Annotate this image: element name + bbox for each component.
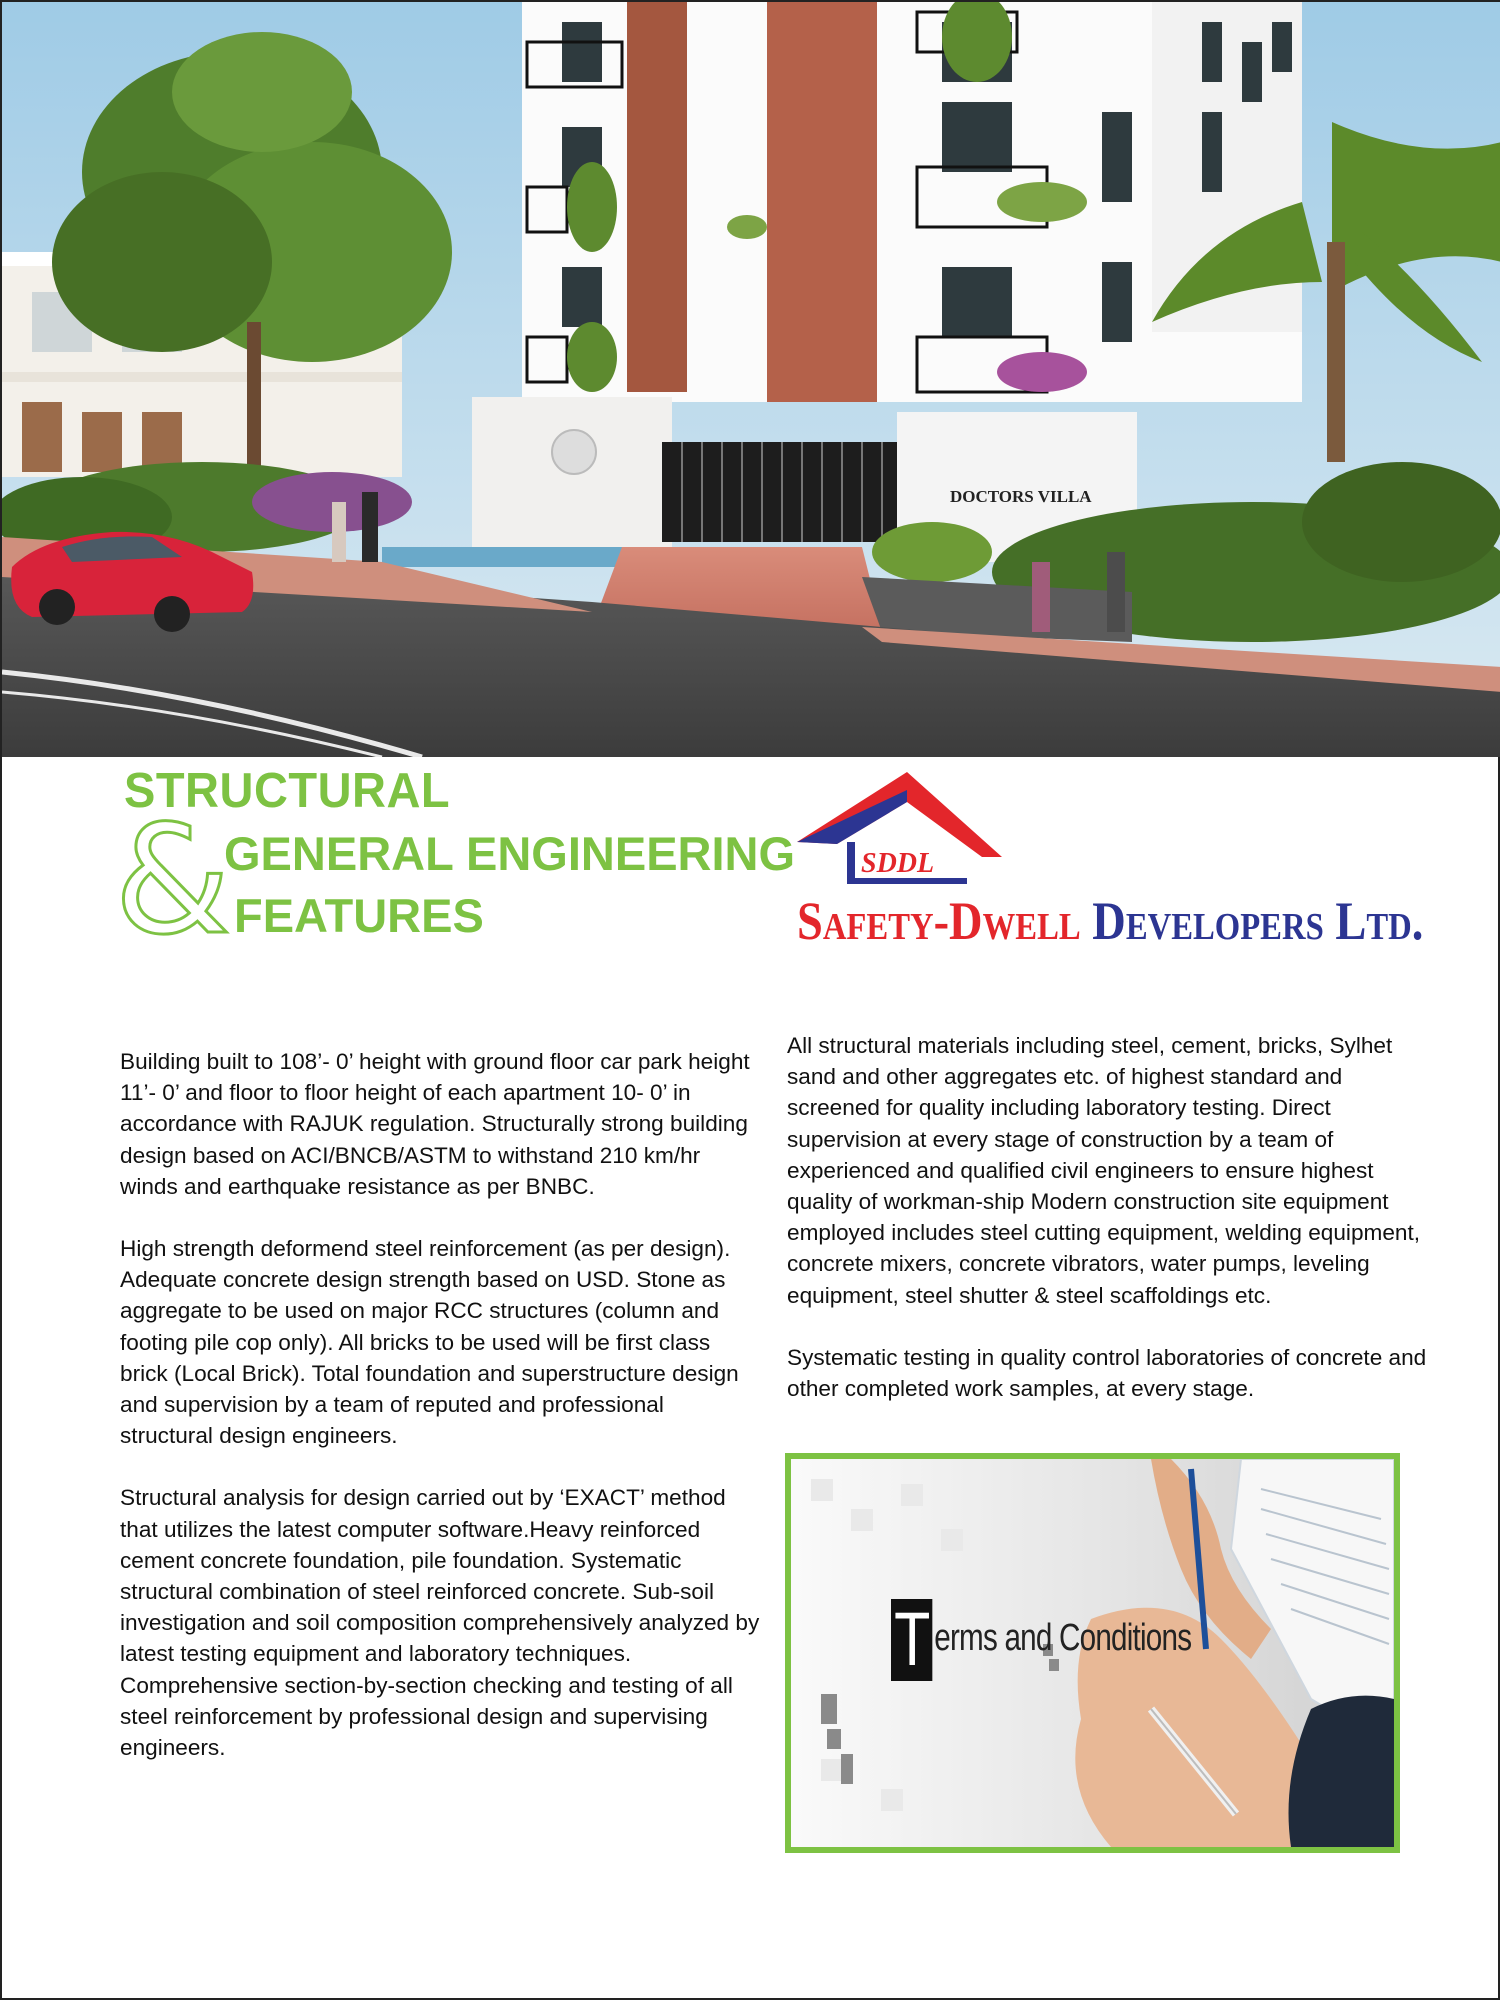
heading-line-features: FEATURES [234,889,484,942]
company-name-part1: Safety-Dwell [797,891,1081,951]
paragraph-building-height: Building built to 108’- 0’ height with ground floor car park height 11’- 0’ and floor to floor height of each apartment 10- 0’ in accordance with RAJUK regulation. Structurally strong building design based on ACI/BNCB/ASTM to withstand 210 km/hr winds and earthquake resistance as per BNBC. [120,1049,750,1199]
terms-and-conditions-image [785,1453,1400,1853]
logo-initials: SDDL [861,848,935,879]
hero-building-rendering [2,2,1500,757]
paragraph-structural-materials: All structural materials including steel, cement, bricks, Sylhet sand and other aggregates etc. of highest standard and screened for quality including laboratory testing. Direct supervision at every stage of construction by a team of experienced and qualified civil engineers to ensure highest quality of workman-ship Modern construction site equipment employed includes steel cutting equipment, welding equipment, concrete mixers, concrete vibrators, water pumps, leveling equipment, steel shutter & steel scaffoldings etc. [787,1033,1421,1308]
hero-illustration [2,2,1500,757]
company-logo [797,772,1424,982]
left-text-column [120,1046,760,1763]
paragraph-systematic-testing: Systematic testing in quality control laboratories of concrete and other completed work samples, at every stage. [787,1344,1427,1402]
company-name [797,890,1423,952]
heading-line-general-engineering: GENERAL ENGINEERING [224,827,796,880]
heading-ampersand: & [114,794,231,968]
roof-logo-icon [797,772,1017,892]
terms-big-letter: T [891,1599,933,1681]
heading-line-structural: STRUCTURAL [124,761,451,818]
company-name-part2: Developers Ltd. [1092,891,1424,951]
building-sign-text: DOCTORS VILLA [950,487,1092,506]
terms-heading-rest: erms and Conditions [934,1617,1192,1660]
paragraph-structural-analysis: Structural analysis for design carried out by ‘EXACT’ method that utilizes the latest computer software.Heavy reinforced cement concrete foundation, pile foundation. Systematic structural combination of steel reinforced concrete. Sub-soil investigation and soil composition comprehensively analyzed by latest testing equipment and laboratory techniques. Comprehensive section-by-section checking and testing of all steel reinforcement by professional design and supervising engineers. [120,1485,760,1761]
terms-heading [891,1599,1191,1681]
section-heading [114,761,796,968]
right-text-column [787,1030,1427,1404]
paragraph-steel-reinforcement: High strength deformend steel reinforcement (as per design). Adequate concrete design strength based on USD. Stone as aggregate to be used on major RCC structures (column and footing pile cop only). All bricks to be used will be first class brick (Local Brick). Total foundation and superstructure design and supervision by a team of reputed and professional structural design engineers. [120,1236,739,1449]
